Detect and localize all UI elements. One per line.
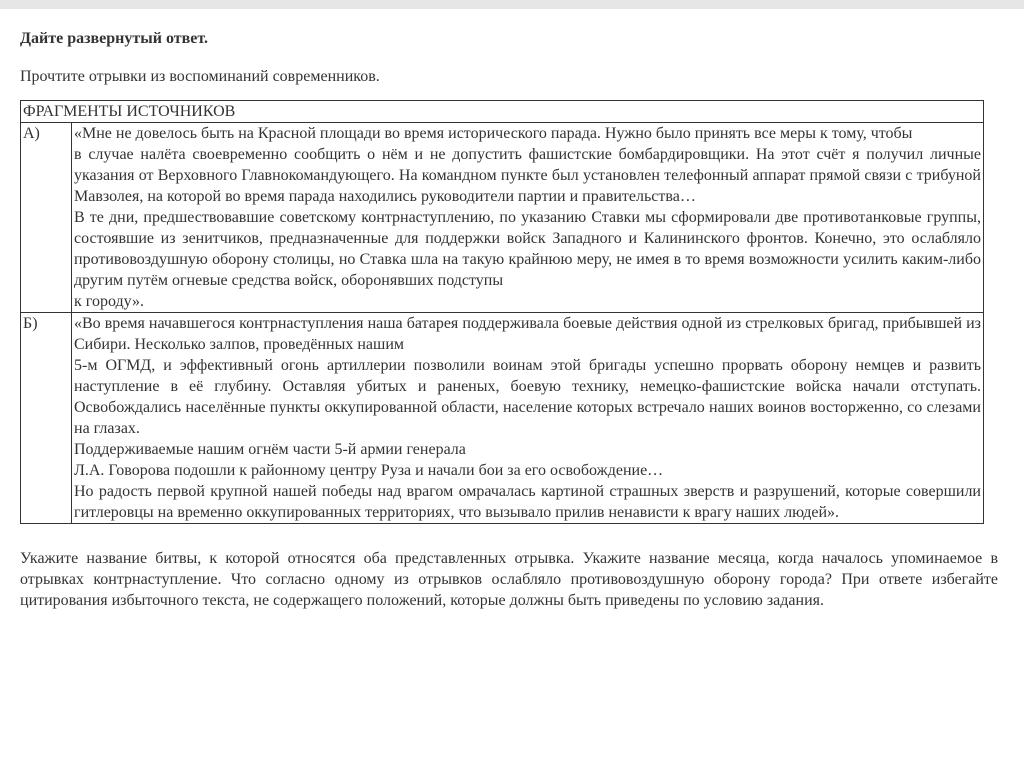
source-b-paragraph: 5-м ОГМД, и эффективный огонь артиллерии позволили воинам этой бригады успешно прорвать оборону немцев и развить наступление в её глубину. Оставляя убитых и раненых, боевую технику, немецко-фашистские войска начали отступать. Освобождались населённые пункты оккупированной области, население которых встречало наших воинов восторженно, со слезами на глазах.: [74, 357, 981, 437]
source-b-paragraph: Л.А. Говорова подошли к районному центру Руза и начали бои за его освобождение…: [74, 462, 664, 479]
sources-table: [20, 100, 984, 524]
source-row-b: [21, 313, 984, 524]
source-a-paragraph: «Мне не довелось быть на Красной площади во время исторического парада. Нужно было принять все меры к тому, чтобы: [74, 125, 913, 142]
source-text-a: [72, 123, 984, 313]
top-bar: [0, 0, 1024, 9]
source-label-b: Б): [21, 313, 72, 524]
task-intro: Прочтите отрывки из воспоминаний современников.: [20, 68, 380, 85]
sources-caption: ФРАГМЕНТЫ ИСТОЧНИКОВ: [21, 101, 984, 123]
source-text-b: [72, 313, 984, 524]
source-b-paragraph: Поддерживаемые нашим огнём части 5-й армии генерала: [74, 441, 466, 458]
question-text: Укажите название битвы, к которой относятся оба представленных отрывка. Укажите название месяца, когда началось упоминаемое в отрывках контрнаступление. Что согласно одному из отрывков ослабляло противовоздушную оборону города? При ответе избегайте цитирования избыточного текста, не содержащего положений, которые должны быть приведены по условию задания.: [20, 550, 998, 609]
source-a-paragraph: к городу».: [74, 293, 145, 310]
source-a-paragraph: В те дни, предшествовавшие советскому контрнаступлению, по указанию Ставки мы сформировали две противотанковые группы, состоявшие из зенитчиков, предназначенные для поддержки войск Западного и Калининского фронтов. Конечно, это ослабляло противовоздушную оборону столицы, но Ставка шла на такую крайнюю меру, не имея в то время возможности усилить каким-либо другим путём огневые средства войск, оборонявших подступы: [74, 209, 981, 289]
source-label-a: А): [21, 123, 72, 313]
source-row-a: [21, 123, 984, 313]
source-b-paragraph: Но радость первой крупной нашей победы над врагом омрачалась картиной страшных зверств и разрушений, которые совершили гитлеровцы на временно оккупированных территориях, что вызывало прилив ненависти к врагу наших людей».: [74, 483, 981, 521]
source-a-paragraph: в случае налёта своевременно сообщить о нём и не допустить фашистские бомбардировщики. На этот счёт я получил личные указания от Верховного Главнокомандующего. На командном пункте был установлен телефонный аппарат прямой связи с трибуной Мавзолея, на которой во время парада находились руководители партии и правительства…: [74, 146, 981, 205]
task-heading: Дайте развернутый ответ.: [20, 30, 208, 47]
sources-caption-row: [21, 101, 984, 123]
task-content: [20, 28, 998, 627]
source-b-paragraph: «Во время начавшегося контрнаступления наша батарея поддерживала боевые действия одной из стрелковых бригад, прибывшей из Сибири. Несколько залпов, проведённых нашим: [74, 315, 981, 353]
